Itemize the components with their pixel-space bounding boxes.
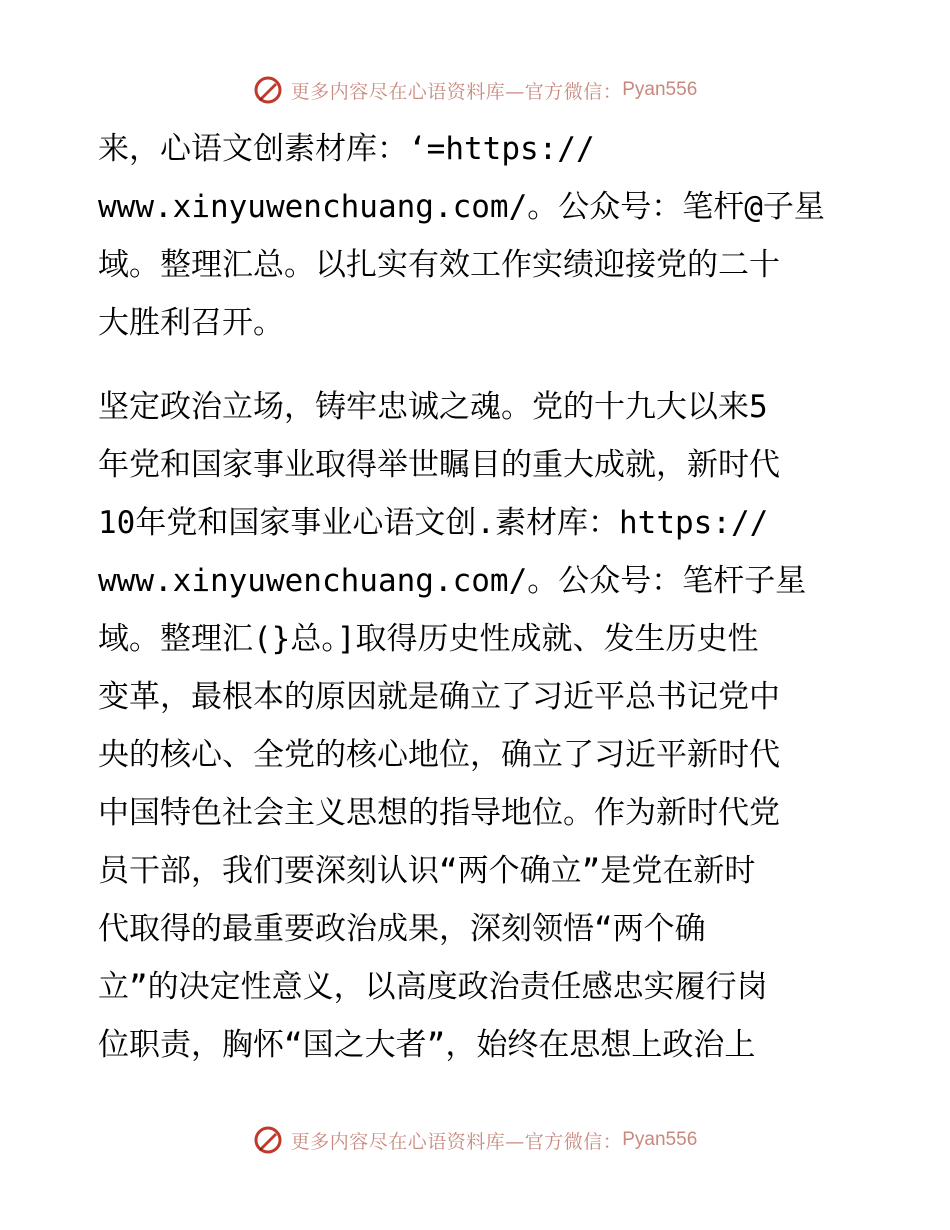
text-line: 域。整理汇(}总。]取得历史性成就、发生历史性 bbox=[98, 621, 759, 657]
text-line: 坚定政治立场，铸牢忠诚之魂。党的十九大以来5 bbox=[98, 389, 768, 425]
text-line: 立”的决定性意义，以高度政治责任感忠实履行岗 bbox=[98, 969, 768, 1005]
text-line: 年党和国家事业取得举世瞩目的重大成就，新时代 bbox=[98, 447, 780, 483]
text-line: 域。整理汇总。以扎实有效工作实绩迎接党的二十 bbox=[98, 247, 780, 283]
text-line: 位职责，胸怀“国之大者”，始终在思想上政治上 bbox=[98, 1027, 756, 1063]
text-line: 大胜利召开。 bbox=[98, 305, 284, 341]
footer-banner-text: 更多内容尽在心语资料库—官方微信： bbox=[290, 1130, 623, 1153]
text-line: 来，心语文创素材库：‘=https:// bbox=[98, 131, 595, 167]
paragraph bbox=[98, 378, 858, 1074]
header-wechat-id: Pyan556 bbox=[622, 79, 698, 100]
header-banner bbox=[0, 70, 950, 110]
text-line: 央的核心、全党的核心地位，确立了习近平新时代 bbox=[98, 737, 780, 773]
text-line: 变革，最根本的原因就是确立了习近平总书记党中 bbox=[98, 679, 780, 715]
header-banner-text: 更多内容尽在心语资料库—官方微信： bbox=[290, 80, 623, 103]
text-line: 员干部，我们要深刻认识“两个确立”是党在新时 bbox=[98, 853, 756, 889]
paragraph-gap bbox=[98, 352, 858, 378]
text-line: www.xinyuwenchuang.com/。公众号：笔杆@子星 bbox=[98, 189, 825, 225]
paragraph bbox=[98, 120, 858, 352]
pen-logo-icon bbox=[253, 75, 283, 105]
footer-banner bbox=[0, 1120, 950, 1160]
footer-wechat-id: Pyan556 bbox=[622, 1129, 698, 1150]
text-line: 10年党和国家事业心语文创.素材库：https:// bbox=[98, 505, 769, 541]
text-line: 中国特色社会主义思想的指导地位。作为新时代党 bbox=[98, 795, 780, 831]
document-body bbox=[98, 120, 858, 1074]
pen-logo-icon bbox=[253, 1125, 283, 1155]
text-line: 代取得的最重要政治成果，深刻领悟“两个确 bbox=[98, 911, 706, 947]
text-line: www.xinyuwenchuang.com/。公众号：笔杆子星 bbox=[98, 563, 807, 599]
